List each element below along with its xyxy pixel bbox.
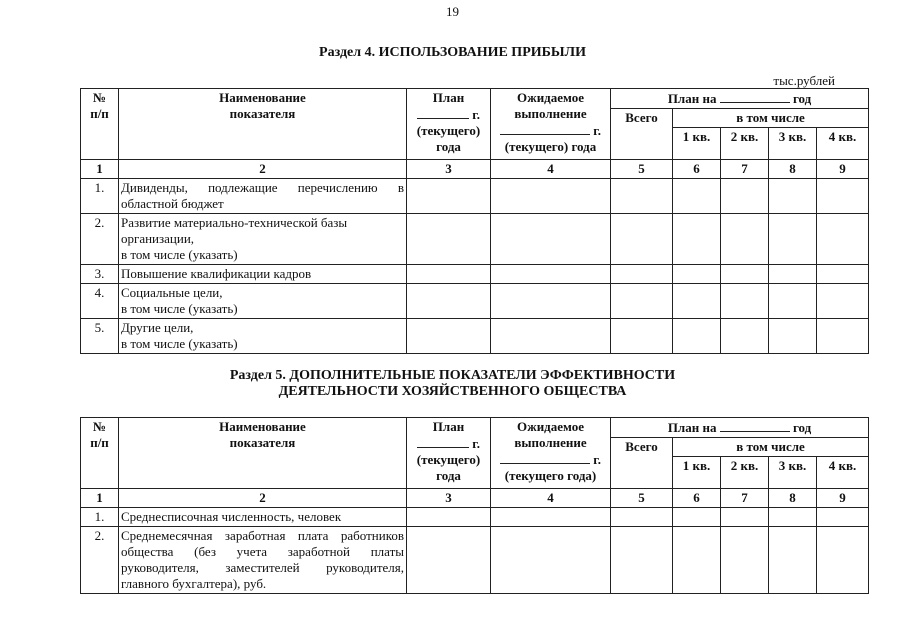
header-plan: План г. (текущего) года [407, 89, 491, 160]
column-index: 2 [119, 160, 407, 179]
header-expected: Ожидаемое выполнение г. (текущего) года [491, 89, 611, 160]
table-row [81, 265, 869, 284]
row-name: Другие цели, в том числе (указать) [119, 319, 407, 354]
value-cell[interactable] [817, 179, 869, 214]
row-num: 1. [81, 179, 119, 214]
header-including: в том числе [673, 438, 869, 457]
value-cell[interactable] [673, 265, 721, 284]
section-4-title: Раздел 4. ИСПОЛЬЗОВАНИЕ ПРИБЫЛИ [319, 45, 586, 60]
header-name: Наименование показателя [119, 89, 407, 160]
column-index: 5 [611, 489, 673, 508]
row-name: Развитие материально-технической базы организации, в том числе (указать) [119, 214, 407, 265]
value-cell[interactable] [491, 179, 611, 214]
value-cell[interactable] [721, 284, 769, 319]
header-num: № п/п [81, 89, 119, 160]
table-row [81, 527, 869, 594]
header-q3: 3 кв. [769, 457, 817, 489]
value-cell[interactable] [407, 527, 491, 594]
header-q2: 2 кв. [721, 457, 769, 489]
column-index: 7 [721, 160, 769, 179]
table-row [81, 284, 869, 319]
row-name: Дивиденды, подлежащие перечислению в областной бюджет [119, 179, 407, 214]
value-cell[interactable] [769, 214, 817, 265]
row-name: Среднемесячная заработная плата работников общества (без учета заработной платы руководителя, заместителей руководителя, главного бухгалтера), руб. [119, 527, 407, 594]
section-5-title-line1: Раздел 5. ДОПОЛНИТЕЛЬНЫЕ ПОКАЗАТЕЛИ ЭФФЕКТИВНОСТИ [229, 368, 676, 383]
column-index: 1 [81, 160, 119, 179]
row-name: Социальные цели, в том числе (указать) [119, 284, 407, 319]
header-q3: 3 кв. [769, 128, 817, 160]
value-cell[interactable] [611, 508, 673, 527]
header-total: Всего [611, 438, 673, 489]
header-num: № п/п [81, 418, 119, 489]
value-cell[interactable] [769, 179, 817, 214]
value-cell[interactable] [611, 179, 673, 214]
value-cell[interactable] [769, 265, 817, 284]
section-5-title-line2: ДЕЯТЕЛЬНОСТИ ХОЗЯЙСТВЕННОГО ОБЩЕСТВА [278, 384, 627, 399]
column-index: 4 [491, 160, 611, 179]
value-cell[interactable] [769, 284, 817, 319]
value-cell[interactable] [769, 527, 817, 594]
column-index: 4 [491, 489, 611, 508]
header-q4: 4 кв. [817, 128, 869, 160]
table-row [81, 179, 869, 214]
value-cell[interactable] [673, 527, 721, 594]
value-cell[interactable] [407, 179, 491, 214]
column-index-row [81, 160, 869, 179]
header-name: Наименование показателя [119, 418, 407, 489]
value-cell[interactable] [817, 319, 869, 354]
value-cell[interactable] [817, 265, 869, 284]
row-name: Повышение квалификации кадров [119, 265, 407, 284]
section-5-table [80, 417, 869, 594]
value-cell[interactable] [721, 179, 769, 214]
value-cell[interactable] [611, 284, 673, 319]
value-cell[interactable] [407, 319, 491, 354]
table-row [81, 319, 869, 354]
header-expected: Ожидаемое выполнение г. (текущего года) [491, 418, 611, 489]
column-index: 5 [611, 160, 673, 179]
column-index: 3 [407, 489, 491, 508]
unit-note: тыс.рублей [773, 73, 835, 88]
value-cell[interactable] [769, 508, 817, 527]
table-row [81, 214, 869, 265]
header-q1: 1 кв. [673, 457, 721, 489]
value-cell[interactable] [407, 284, 491, 319]
section-4-table [80, 88, 869, 354]
value-cell[interactable] [491, 284, 611, 319]
value-cell[interactable] [491, 319, 611, 354]
column-index: 8 [769, 160, 817, 179]
value-cell[interactable] [817, 527, 869, 594]
value-cell[interactable] [673, 179, 721, 214]
row-name: Среднесписочная численность, человек [119, 508, 407, 527]
column-index: 8 [769, 489, 817, 508]
header-q2: 2 кв. [721, 128, 769, 160]
header-total: Всего [611, 109, 673, 160]
column-index-row [81, 489, 869, 508]
value-cell[interactable] [721, 265, 769, 284]
table-row [81, 508, 869, 527]
header-plan-on: План на год [611, 89, 869, 109]
value-cell[interactable] [491, 527, 611, 594]
page-number: 19 [446, 4, 459, 19]
column-index: 1 [81, 489, 119, 508]
header-including: в том числе [673, 109, 869, 128]
value-cell[interactable] [769, 319, 817, 354]
row-num: 4. [81, 284, 119, 319]
row-num: 2. [81, 527, 119, 594]
value-cell[interactable] [673, 284, 721, 319]
value-cell[interactable] [611, 527, 673, 594]
header-plan-on: План на год [611, 418, 869, 438]
column-index: 9 [817, 489, 869, 508]
row-num: 3. [81, 265, 119, 284]
value-cell[interactable] [407, 265, 491, 284]
value-cell[interactable] [611, 265, 673, 284]
column-index: 6 [673, 489, 721, 508]
section-5-title [0, 368, 905, 400]
value-cell[interactable] [721, 508, 769, 527]
header-q4: 4 кв. [817, 457, 869, 489]
column-index: 9 [817, 160, 869, 179]
column-index: 3 [407, 160, 491, 179]
value-cell[interactable] [673, 214, 721, 265]
column-index: 2 [119, 489, 407, 508]
value-cell[interactable] [817, 214, 869, 265]
value-cell[interactable] [491, 214, 611, 265]
value-cell[interactable] [491, 265, 611, 284]
value-cell[interactable] [721, 214, 769, 265]
column-index: 7 [721, 489, 769, 508]
row-num: 1. [81, 508, 119, 527]
value-cell[interactable] [817, 508, 869, 527]
value-cell[interactable] [721, 527, 769, 594]
row-num: 2. [81, 214, 119, 265]
row-num: 5. [81, 319, 119, 354]
value-cell[interactable] [673, 508, 721, 527]
header-q1: 1 кв. [673, 128, 721, 160]
value-cell[interactable] [817, 284, 869, 319]
value-cell[interactable] [407, 508, 491, 527]
column-index: 6 [673, 160, 721, 179]
value-cell[interactable] [673, 319, 721, 354]
value-cell[interactable] [611, 214, 673, 265]
value-cell[interactable] [407, 214, 491, 265]
header-plan: План г. (текущего) года [407, 418, 491, 489]
value-cell[interactable] [721, 319, 769, 354]
value-cell[interactable] [611, 319, 673, 354]
value-cell[interactable] [491, 508, 611, 527]
